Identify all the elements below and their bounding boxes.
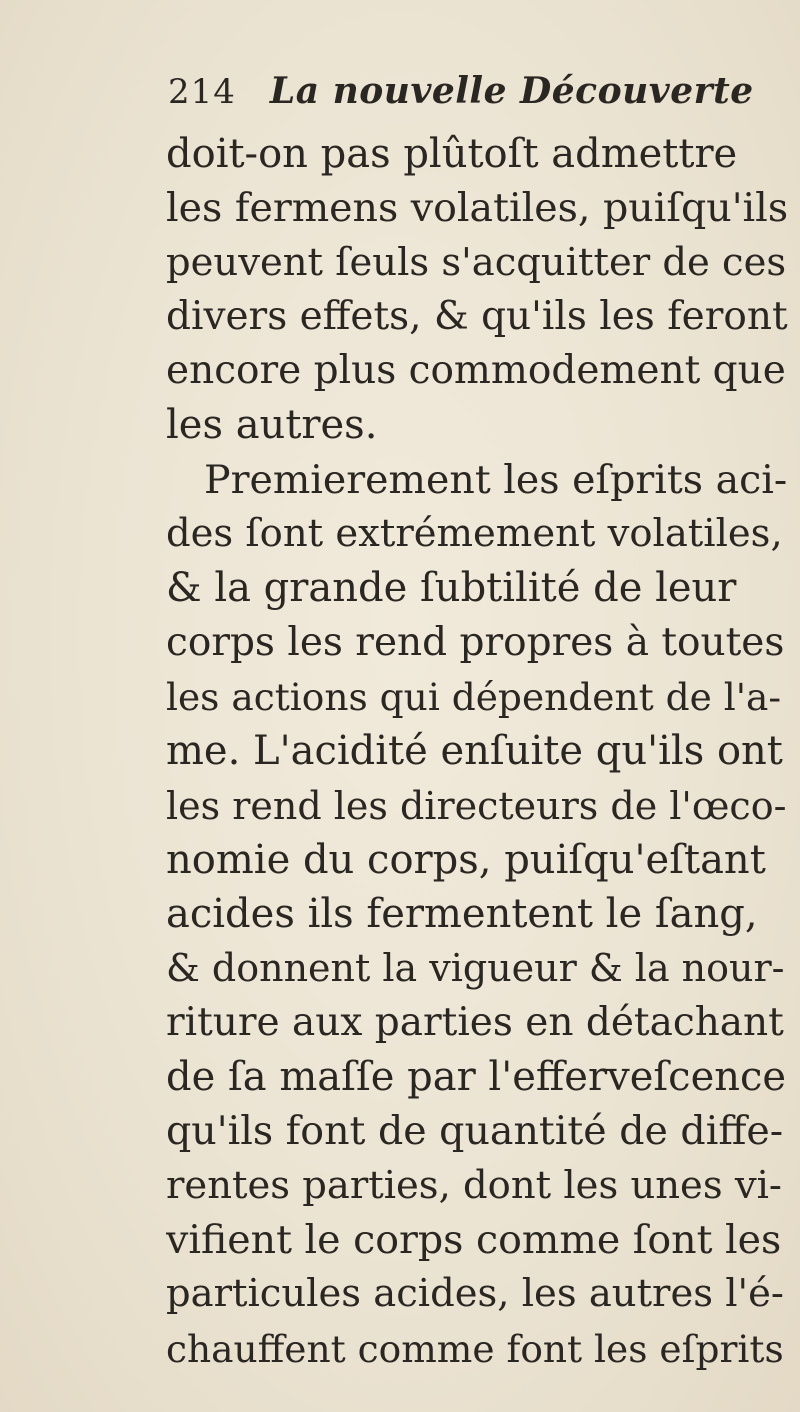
text-line: les fermens volatiles, puiſqu'ils [166,185,788,232]
text-line: & la grande ſubtilité de leur [166,565,737,612]
text-line: chauffent comme font les eſprits [166,1326,784,1371]
text-line: & donnent la vigueur & la nour- [166,946,785,991]
text-line: encore plus commodement que [166,348,786,394]
text-line: les autres. [166,402,378,449]
text-line: corps les rend propres à toutes [166,619,785,665]
text-line: les actions qui dépendent de l'a- [166,674,782,719]
page-header [168,70,768,126]
text-line: les rend les directeurs de l'œco- [166,783,787,828]
page-number: 214 [168,72,236,112]
text-line: rentes parties, dont les unes vi- [166,1162,782,1208]
body-text [166,127,788,1376]
text-line: de ſa maſſe par l'efferveſcence [166,1054,787,1101]
text-line: doit-on pas plûtoſt admettre [166,131,738,177]
text-line: divers effets, & qu'ils les feront [166,293,788,339]
text-line: particules acides, les autres l'é- [166,1271,784,1317]
text-line: des ſont extrémement volatiles, [166,511,783,557]
text-line: peuvent ſeuls s'acquitter de ces [166,239,787,285]
text-line: riture aux parties en détachant [166,999,784,1045]
text-line: qu'ils font de quantité de diffe- [166,1108,784,1155]
text-line: me. L'acidité enſuite qu'ils ont [166,728,783,775]
text-line: acides ils fermentent le ſang, [166,891,758,938]
text-line: nomie du corps, puiſqu'eſtant [166,836,766,883]
text-line: vifient le corps comme ſont les [166,1216,782,1263]
running-title: La nouvelle Découverte [269,70,754,112]
text-line: Premierement les eſprits aci- [204,456,788,503]
